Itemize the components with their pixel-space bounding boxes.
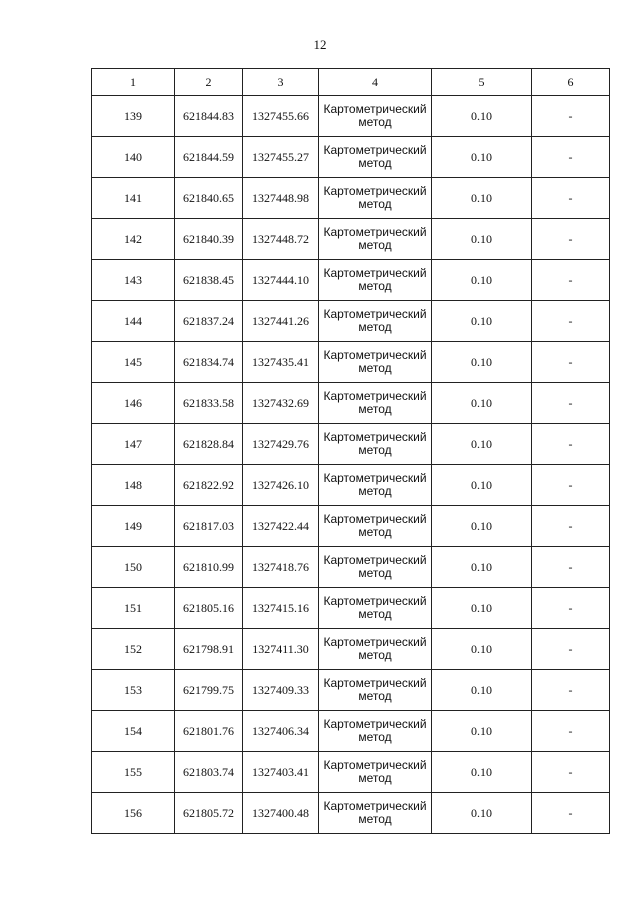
y-coordinate-cell: 1327448.72 <box>243 219 319 260</box>
point-number-cell: 148 <box>92 465 175 506</box>
description-cell: - <box>532 506 610 547</box>
description-cell: - <box>532 342 610 383</box>
description-cell: - <box>532 793 610 834</box>
description-cell: - <box>532 547 610 588</box>
method-cell: Картометрический метод <box>319 342 432 383</box>
method-cell: Картометрический метод <box>319 137 432 178</box>
table-row <box>92 137 610 178</box>
point-number-cell: 155 <box>92 752 175 793</box>
x-coordinate-cell: 621833.58 <box>175 383 243 424</box>
y-coordinate-cell: 1327426.10 <box>243 465 319 506</box>
method-cell: Картометрический метод <box>319 670 432 711</box>
x-coordinate-cell: 621805.16 <box>175 588 243 629</box>
table-row <box>92 260 610 301</box>
y-coordinate-cell: 1327422.44 <box>243 506 319 547</box>
header-col-3: 3 <box>243 69 319 96</box>
description-cell: - <box>532 219 610 260</box>
y-coordinate-cell: 1327403.41 <box>243 752 319 793</box>
accuracy-cell: 0.10 <box>432 547 532 588</box>
page-number: 12 <box>313 37 327 52</box>
y-coordinate-cell: 1327455.66 <box>243 96 319 137</box>
accuracy-cell: 0.10 <box>432 260 532 301</box>
y-coordinate-cell: 1327444.10 <box>243 260 319 301</box>
point-number-cell: 151 <box>92 588 175 629</box>
table-row <box>92 547 610 588</box>
description-cell: - <box>532 711 610 752</box>
accuracy-cell: 0.10 <box>432 465 532 506</box>
x-coordinate-cell: 621828.84 <box>175 424 243 465</box>
point-number-cell: 141 <box>92 178 175 219</box>
method-cell: Картометрический метод <box>319 260 432 301</box>
accuracy-cell: 0.10 <box>432 670 532 711</box>
method-cell: Картометрический метод <box>319 588 432 629</box>
point-number-cell: 144 <box>92 301 175 342</box>
description-cell: - <box>532 301 610 342</box>
accuracy-cell: 0.10 <box>432 588 532 629</box>
x-coordinate-cell: 621844.83 <box>175 96 243 137</box>
point-number-cell: 152 <box>92 629 175 670</box>
point-number-cell: 140 <box>92 137 175 178</box>
y-coordinate-cell: 1327409.33 <box>243 670 319 711</box>
table-row <box>92 670 610 711</box>
point-number-cell: 153 <box>92 670 175 711</box>
x-coordinate-cell: 621817.03 <box>175 506 243 547</box>
accuracy-cell: 0.10 <box>432 137 532 178</box>
accuracy-cell: 0.10 <box>432 301 532 342</box>
x-coordinate-cell: 621805.72 <box>175 793 243 834</box>
accuracy-cell: 0.10 <box>432 506 532 547</box>
point-number-cell: 139 <box>92 96 175 137</box>
method-cell: Картометрический метод <box>319 547 432 588</box>
y-coordinate-cell: 1327432.69 <box>243 383 319 424</box>
table-row <box>92 506 610 547</box>
x-coordinate-cell: 621799.75 <box>175 670 243 711</box>
description-cell: - <box>532 670 610 711</box>
method-cell: Картометрический метод <box>319 301 432 342</box>
y-coordinate-cell: 1327455.27 <box>243 137 319 178</box>
point-number-cell: 147 <box>92 424 175 465</box>
x-coordinate-cell: 621810.99 <box>175 547 243 588</box>
table-row <box>92 588 610 629</box>
method-cell: Картометрический метод <box>319 424 432 465</box>
point-number-cell: 142 <box>92 219 175 260</box>
accuracy-cell: 0.10 <box>432 342 532 383</box>
y-coordinate-cell: 1327429.76 <box>243 424 319 465</box>
header-col-5: 5 <box>432 69 532 96</box>
x-coordinate-cell: 621834.74 <box>175 342 243 383</box>
y-coordinate-cell: 1327435.41 <box>243 342 319 383</box>
header-col-4: 4 <box>319 69 432 96</box>
header-col-2: 2 <box>175 69 243 96</box>
y-coordinate-cell: 1327406.34 <box>243 711 319 752</box>
y-coordinate-cell: 1327415.16 <box>243 588 319 629</box>
x-coordinate-cell: 621803.74 <box>175 752 243 793</box>
table-row <box>92 711 610 752</box>
table-row <box>92 301 610 342</box>
y-coordinate-cell: 1327400.48 <box>243 793 319 834</box>
table-row <box>92 629 610 670</box>
method-cell: Картометрический метод <box>319 506 432 547</box>
y-coordinate-cell: 1327418.76 <box>243 547 319 588</box>
description-cell: - <box>532 424 610 465</box>
table-row <box>92 342 610 383</box>
x-coordinate-cell: 621840.65 <box>175 178 243 219</box>
method-cell: Картометрический метод <box>319 752 432 793</box>
x-coordinate-cell: 621822.92 <box>175 465 243 506</box>
y-coordinate-cell: 1327448.98 <box>243 178 319 219</box>
method-cell: Картометрический метод <box>319 465 432 506</box>
accuracy-cell: 0.10 <box>432 793 532 834</box>
point-number-cell: 146 <box>92 383 175 424</box>
table-row <box>92 219 610 260</box>
x-coordinate-cell: 621840.39 <box>175 219 243 260</box>
accuracy-cell: 0.10 <box>432 383 532 424</box>
point-number-cell: 145 <box>92 342 175 383</box>
table-row <box>92 424 610 465</box>
accuracy-cell: 0.10 <box>432 219 532 260</box>
accuracy-cell: 0.10 <box>432 178 532 219</box>
table-row <box>92 752 610 793</box>
coordinates-table <box>91 68 610 834</box>
point-number-cell: 149 <box>92 506 175 547</box>
point-number-cell: 143 <box>92 260 175 301</box>
description-cell: - <box>532 137 610 178</box>
description-cell: - <box>532 178 610 219</box>
x-coordinate-cell: 621801.76 <box>175 711 243 752</box>
y-coordinate-cell: 1327411.30 <box>243 629 319 670</box>
accuracy-cell: 0.10 <box>432 752 532 793</box>
method-cell: Картометрический метод <box>319 219 432 260</box>
method-cell: Картометрический метод <box>319 96 432 137</box>
method-cell: Картометрический метод <box>319 629 432 670</box>
description-cell: - <box>532 752 610 793</box>
method-cell: Картометрический метод <box>319 711 432 752</box>
accuracy-cell: 0.10 <box>432 629 532 670</box>
table-header-row <box>92 69 610 96</box>
description-cell: - <box>532 260 610 301</box>
header-col-6: 6 <box>532 69 610 96</box>
accuracy-cell: 0.10 <box>432 711 532 752</box>
description-cell: - <box>532 588 610 629</box>
point-number-cell: 150 <box>92 547 175 588</box>
table-row <box>92 793 610 834</box>
table-row <box>92 178 610 219</box>
x-coordinate-cell: 621837.24 <box>175 301 243 342</box>
point-number-cell: 154 <box>92 711 175 752</box>
accuracy-cell: 0.10 <box>432 424 532 465</box>
table-row <box>92 96 610 137</box>
x-coordinate-cell: 621838.45 <box>175 260 243 301</box>
description-cell: - <box>532 96 610 137</box>
y-coordinate-cell: 1327441.26 <box>243 301 319 342</box>
header-col-1: 1 <box>92 69 175 96</box>
method-cell: Картометрический метод <box>319 178 432 219</box>
description-cell: - <box>532 383 610 424</box>
accuracy-cell: 0.10 <box>432 96 532 137</box>
table-row <box>92 465 610 506</box>
x-coordinate-cell: 621844.59 <box>175 137 243 178</box>
description-cell: - <box>532 465 610 506</box>
point-number-cell: 156 <box>92 793 175 834</box>
description-cell: - <box>532 629 610 670</box>
x-coordinate-cell: 621798.91 <box>175 629 243 670</box>
method-cell: Картометрический метод <box>319 383 432 424</box>
method-cell: Картометрический метод <box>319 793 432 834</box>
table-row <box>92 383 610 424</box>
